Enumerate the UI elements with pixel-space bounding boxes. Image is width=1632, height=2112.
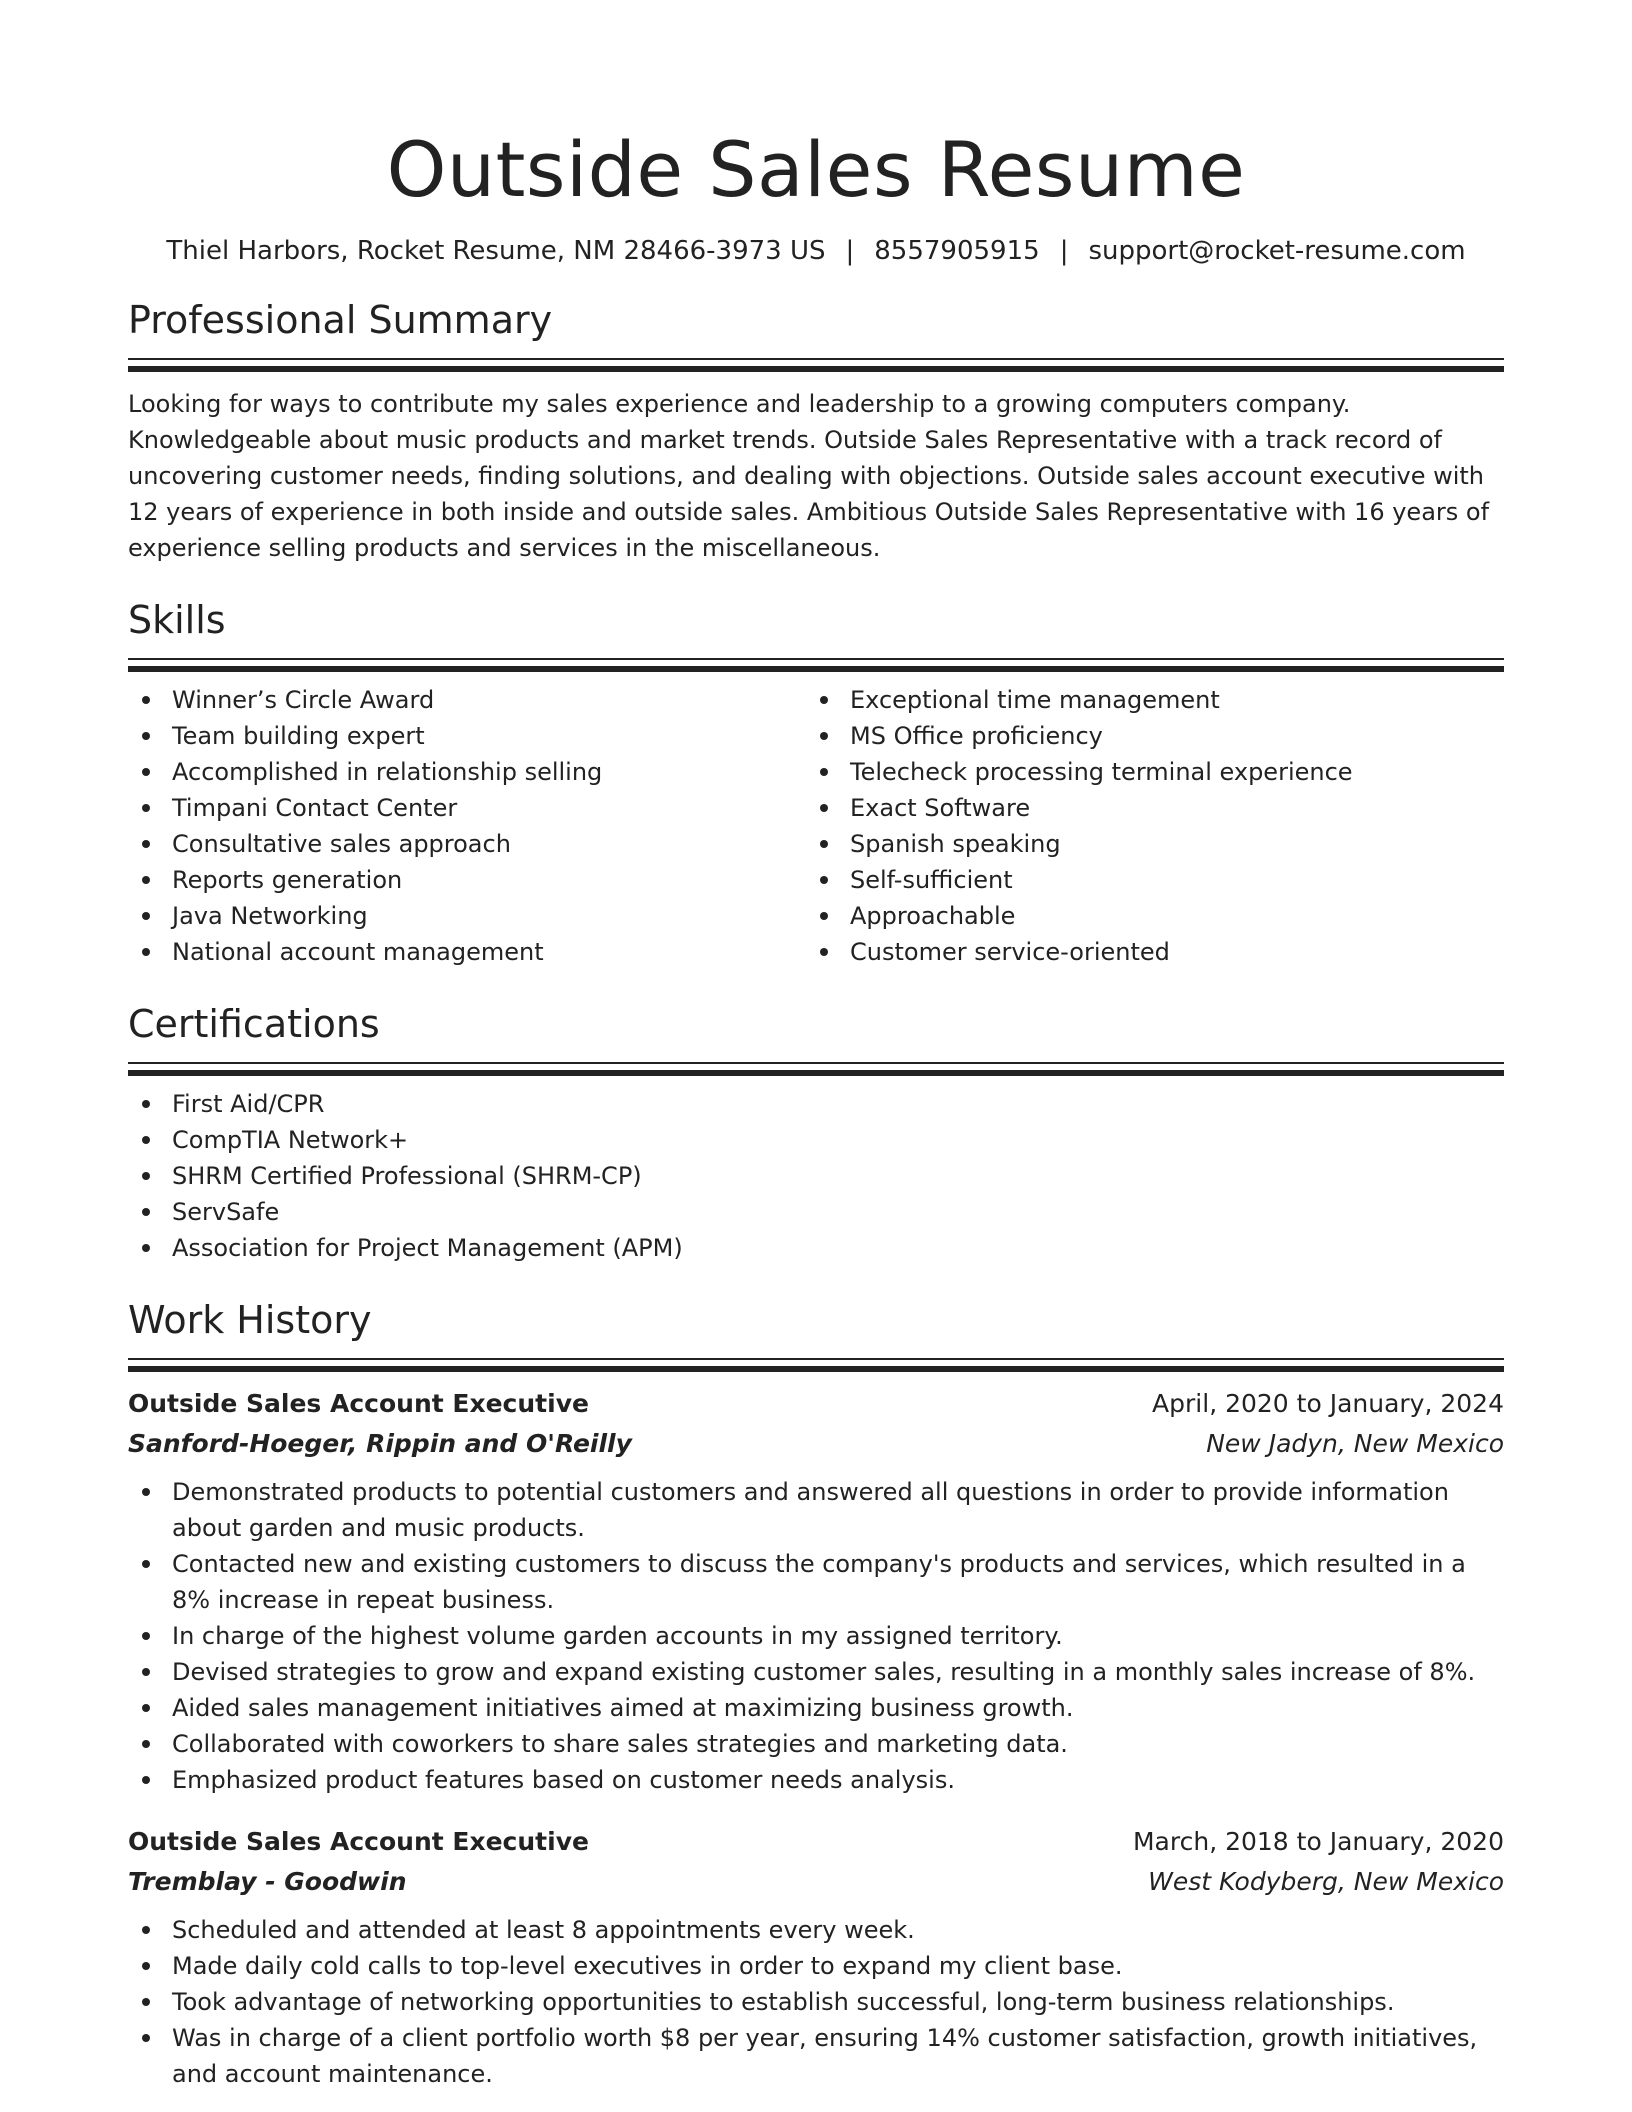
- work-history-heading: Work History: [128, 1298, 372, 1342]
- certification-item: Association for Project Management (APM): [128, 1230, 1504, 1266]
- job-duty: Scheduled and attended at least 8 appointments every week.: [128, 1912, 1504, 1948]
- certification-item: CompTIA Network+: [128, 1122, 1504, 1158]
- skill-item: National account management: [128, 934, 806, 970]
- skill-item: Reports generation: [128, 862, 806, 898]
- skill-item: Telecheck processing terminal experience: [806, 754, 1484, 790]
- job-duty: Emphasized product features based on customer needs analysis.: [128, 1762, 1504, 1798]
- job-duty: Was in charge of a client portfolio worth $8 per year, ensuring 14% customer satisfaction, growth initiatives, and account maintenance.: [128, 2020, 1504, 2092]
- job-location: New Jadyn, New Mexico: [1206, 1429, 1504, 1458]
- skill-item: Approachable: [806, 898, 1484, 934]
- contact-phone: 8557905915: [874, 236, 1040, 266]
- job-duty: Devised strategies to grow and expand existing customer sales, resulting in a monthly sales increase of 8%.: [128, 1654, 1504, 1690]
- section-divider: [128, 358, 1504, 372]
- skills-left-list: [128, 682, 806, 970]
- skill-item: Consultative sales approach: [128, 826, 806, 862]
- job-duty: Took advantage of networking opportunities to establish successful, long-term business relationships.: [128, 1984, 1504, 2020]
- job-duty: Collaborated with coworkers to share sales strategies and marketing data.: [128, 1726, 1504, 1762]
- skill-item: Accomplished in relationship selling: [128, 754, 806, 790]
- resume-page: [128, 0, 1504, 2092]
- job-title: Outside Sales Account Executive: [128, 1827, 589, 1856]
- summary-text: Looking for ways to contribute my sales experience and leadership to a growing computers company. Knowledgeable about music products and market trends. Outside Sales Representative with a track record of uncovering customer needs, finding solutions, and dealing with objections. Outside sales account executive with 12 years of experience in both inside and outside sales. Ambitious Outside Sales Representative with 16 years of experience selling products and services in the miscellaneous.: [128, 390, 1490, 562]
- contact-separator: |: [845, 236, 855, 266]
- contact-separator: |: [1059, 236, 1069, 266]
- skills-right-list: [806, 682, 1484, 970]
- resume-title: Outside Sales Resume: [386, 125, 1246, 214]
- job-location: West Kodyberg, New Mexico: [1148, 1867, 1504, 1896]
- certifications-heading: Certifications: [128, 1002, 380, 1046]
- certification-item: First Aid/CPR: [128, 1086, 1504, 1122]
- job-title: Outside Sales Account Executive: [128, 1389, 589, 1418]
- job-entry: [128, 1384, 1504, 1798]
- job-dates: March, 2018 to January, 2020: [1132, 1827, 1504, 1856]
- skills-section: [128, 596, 1504, 970]
- certifications-list: [128, 1086, 1504, 1266]
- skill-item: Customer service-oriented: [806, 934, 1484, 970]
- job-duty: Made daily cold calls to top-level executives in order to expand my client base.: [128, 1948, 1504, 1984]
- job-entry: [128, 1822, 1504, 2092]
- skill-item: Winner’s Circle Award: [128, 682, 806, 718]
- section-divider: [128, 658, 1504, 672]
- job-duty: Demonstrated products to potential customers and answered all questions in order to provide information about garden and music products.: [128, 1474, 1504, 1546]
- skill-item: MS Office proficiency: [806, 718, 1484, 754]
- section-divider: [128, 1062, 1504, 1076]
- job-duty: In charge of the highest volume garden accounts in my assigned territory.: [128, 1618, 1504, 1654]
- contact-email: support@rocket-resume.com: [1088, 236, 1466, 266]
- work-history-section: [128, 1296, 1504, 2092]
- skill-item: Timpani Contact Center: [128, 790, 806, 826]
- job-company: Sanford-Hoeger, Rippin and O'Reilly: [128, 1429, 632, 1458]
- job-company: Tremblay - Goodwin: [128, 1867, 407, 1896]
- skill-item: Exceptional time management: [806, 682, 1484, 718]
- certifications-section: [128, 1000, 1504, 1266]
- skill-item: Team building expert: [128, 718, 806, 754]
- skill-item: Self-sufficient: [806, 862, 1484, 898]
- summary-heading: Professional Summary: [128, 298, 553, 342]
- summary-section: [128, 296, 1504, 566]
- certification-item: ServSafe: [128, 1194, 1504, 1230]
- certification-item: SHRM Certified Professional (SHRM-CP): [128, 1158, 1504, 1194]
- job-dates: April, 2020 to January, 2024: [1152, 1389, 1504, 1418]
- section-divider: [128, 1358, 1504, 1372]
- job-duties-list: [128, 1474, 1504, 1798]
- job-duty: Contacted new and existing customers to discuss the company's products and services, which resulted in a 8% increase in repeat business.: [128, 1546, 1504, 1618]
- job-duties-list: [128, 1912, 1504, 2092]
- contact-line: [128, 234, 1504, 268]
- skill-item: Java Networking: [128, 898, 806, 934]
- skill-item: Spanish speaking: [806, 826, 1484, 862]
- skill-item: Exact Software: [806, 790, 1484, 826]
- skills-heading: Skills: [128, 598, 226, 642]
- skills-columns: [128, 682, 1504, 970]
- job-duty: Aided sales management initiatives aimed at maximizing business growth.: [128, 1690, 1504, 1726]
- contact-address: Thiel Harbors, Rocket Resume, NM 28466-3973 US: [166, 236, 826, 266]
